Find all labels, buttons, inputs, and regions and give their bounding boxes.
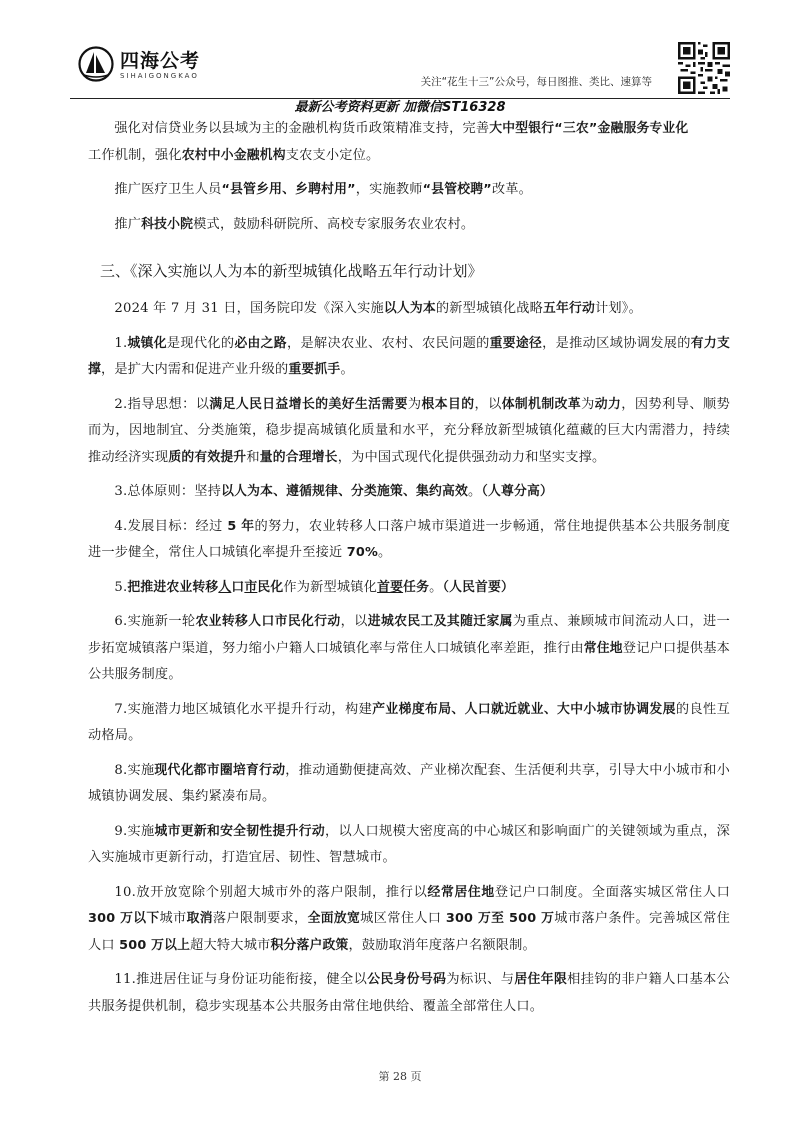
paragraph-point-7: 7.实施潜力地区城镇化水平提升行动，构建产业梯度布局、人口就近就业、大中小城市协调发展的良性互动格局。 <box>88 701 730 743</box>
logo-text: 四海公考 <box>120 50 201 72</box>
paragraph-point-10: 10.放开放宽除个别超大城市外的落户限制，推行以经常居住地登记户口制度。全面落实城区常住人口 300 万以下城市取消落户限制要求，全面放宽城区常住人口 300 万至 500 万城市落户条件。完善城区常住人口 500 万以上超大特大城市积分落户政策，鼓励取消年度落户名额限制。 <box>88 884 731 953</box>
logo-subtitle: SIHAIGONGKAO <box>120 72 199 80</box>
wechat-notice: 最新公考资料更新 加微信ST16328 <box>294 100 506 115</box>
qr-code-icon <box>678 42 730 94</box>
follow-notice: 关注“花生十三”公众号，每日图推、类比、速算等 <box>420 76 652 88</box>
paragraph-finance-support: 强化对信贷业务以县域为主的金融机构货币政策精准支持，完善大中型银行“三农”金融服务专业化 工作机制，强化农村中小金融机构支农支小定位。 <box>88 121 689 163</box>
paragraph-point-2: 2.指导思想：以满足人民日益增长的美好生活需要为根本目的，以体制机制改革为动力，因势利导、顺势而为，因地制宜、分类施策，稳步提高城镇化质量和水平，充分释放新型城镇化蕴藏的巨大内需潜力，持续推动经济实现质的有效提升和量的合理增长，为中国式现代化提供强劲动力和坚实支撑。 <box>88 396 730 465</box>
paragraph-science-courtyard: 推广科技小院模式，鼓励科研院所、高校专家服务农业农村。 <box>114 216 475 232</box>
page-number: 第 28 页 <box>378 1070 422 1083</box>
sail-logo-icon <box>78 46 114 82</box>
paragraph-point-4: 4.发展目标：经过 5 年的努力，农业转移人口落户城市渠道进一步畅通，常住地提供基本公共服务制度进一步健全，常住人口城镇化率提升至接近 70%。 <box>88 518 731 560</box>
page-header <box>70 40 730 99</box>
paragraph-point-8: 8.实施现代化都市圈培育行动，推动通勤便捷高效、产业梯次配套、生活便利共享，引导大中小城市和小城镇协调发展、集约紧凑布局。 <box>88 762 730 804</box>
paragraph-point-6: 6.实施新一轮农业转移人口市民化行动，以进城农民工及其随迁家属为重点、兼顾城市间流动人口，进一步拓宽城镇落户渠道，努力缩小户籍人口城镇化率与常住人口城镇化率差距，推行由常住地登记户口提供基本公共服务制度。 <box>88 614 730 682</box>
paragraph-point-11: 11.推进居住证与身份证功能衔接，健全以公民身份号码为标识、与居住年限相挂钩的非户籍人口基本公共服务提供机制，稳步实现基本公共服务由常住地供给、覆盖全部常住人口。 <box>88 972 731 1014</box>
document-body <box>88 116 730 1020</box>
logo <box>78 44 238 88</box>
paragraph-release-date: 2024 年 7 月 31 日，国务院印发《深入实施以人为本的新型城镇化战略五年行动计划》。 <box>114 301 642 316</box>
paragraph-point-5: 5.把推进农业转移人口市民化作为新型城镇化首要任务。（人民首要） <box>114 579 515 595</box>
paragraph-point-9: 9.实施城市更新和安全韧性提升行动，以人口规模大密度高的中心城区和影响面广的关键领域为重点，深入实施城市更新行动，打造宜居、韧性、智慧城市。 <box>88 823 730 865</box>
section-title: 三、《深入实施以人为本的新型城镇化战略五年行动计划》 <box>100 262 483 280</box>
paragraph-county-management: 推广医疗卫生人员“县管乡用、乡聘村用”，实施教师“县管校聘”改革。 <box>114 182 533 197</box>
paragraph-point-3: 3.总体原则：坚持以人为本、遵循规律、分类施策、集约高效。（人尊分高） <box>114 484 554 499</box>
paragraph-point-1: 1.城镇化是现代化的必由之路，是解决农业、农村、农民问题的重要途径，是推动区域协调发展的有力支撑，是扩大内需和促进产业升级的重要抓手。 <box>88 335 731 377</box>
